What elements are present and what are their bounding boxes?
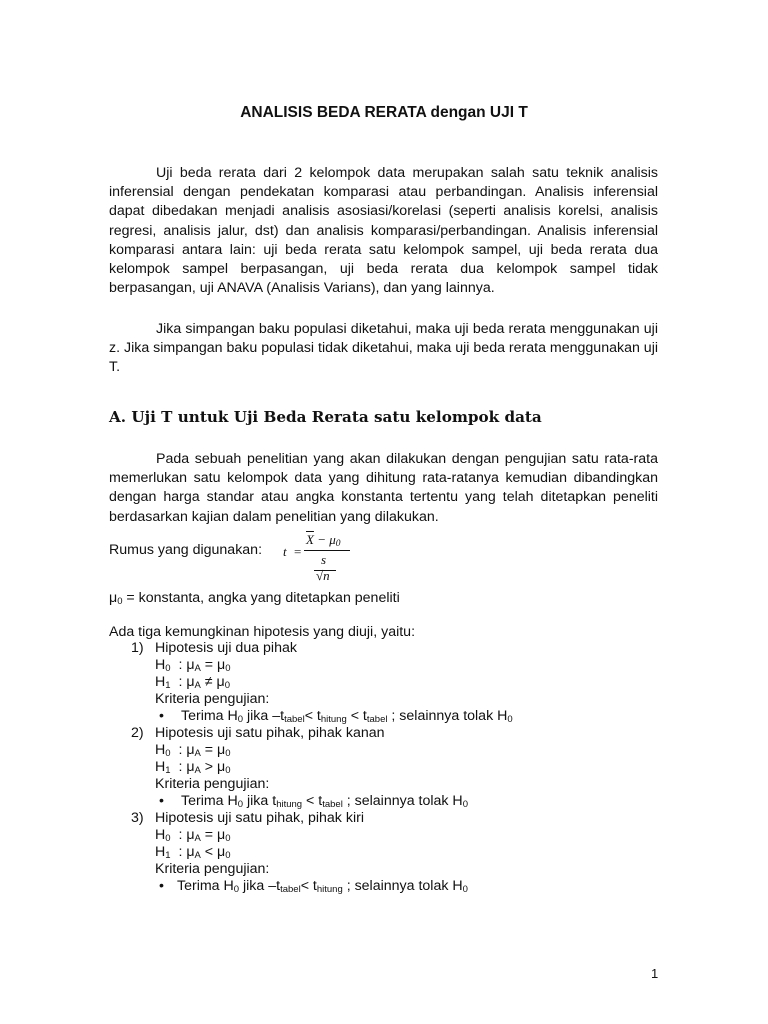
lt: < t bbox=[304, 708, 321, 724]
sub-0: 0 bbox=[225, 850, 231, 861]
sub-0: 0 bbox=[233, 884, 240, 895]
mu-definition bbox=[109, 590, 400, 606]
formula-denominator-s: s bbox=[321, 552, 327, 567]
sub-0: 0 bbox=[225, 663, 231, 674]
sub-tabel: tabel bbox=[280, 884, 301, 895]
sub-tabel: tabel bbox=[284, 714, 305, 725]
sub-a: A bbox=[194, 765, 201, 776]
lt: < t bbox=[300, 878, 317, 894]
hypothesis-label: Hipotesis uji dua pihak bbox=[155, 640, 297, 656]
terima: Terima H bbox=[181, 708, 238, 724]
criterion-text bbox=[181, 793, 468, 810]
formula-numerator bbox=[306, 532, 341, 548]
h1-mu: : μ bbox=[178, 674, 195, 690]
section-a-paragraph-text: Pada sebuah penelitian yang akan dilakukan dengan pengujian satu rata-rata memerlukan satu kelompok data yang dihitung rata-ratanya kemudian dibandingkan dengan harga standar atau angka konstanta tertentu yang telah ditetapkan peneliti berdasarkan kajian dalam penelitian yang dilakukan. bbox=[109, 451, 658, 525]
criterion-text bbox=[181, 708, 513, 725]
page-number: 1 bbox=[651, 966, 659, 981]
kriteria-label: Kriteria pengujian: bbox=[155, 691, 270, 707]
formula-label: Rumus yang digunakan: bbox=[109, 542, 263, 558]
h1-line bbox=[109, 844, 669, 861]
hypothesis-label: Hipotesis uji satu pihak, pihak kiri bbox=[155, 810, 364, 826]
sub-0: 0 bbox=[165, 663, 171, 674]
sub-a: A bbox=[194, 680, 201, 691]
criterion-line bbox=[109, 878, 669, 895]
list-number: 3) bbox=[131, 810, 144, 826]
formula-fraction-line bbox=[304, 550, 350, 551]
criterion-text bbox=[177, 878, 468, 895]
kriteria-line bbox=[109, 691, 669, 708]
h1-op: ≠ μ bbox=[200, 674, 225, 690]
tolak: ; selainnya tolak H bbox=[342, 878, 463, 894]
jika: jika –t bbox=[239, 878, 281, 894]
sd-paragraph-text: Jika simpangan baku populasi diketahui, maka uji beda rerata menggunakan uji z. Jika simpangan baku populasi tidak diketahui, maka uji beda rerata menggunakan uji T. bbox=[109, 321, 658, 376]
sub-tabel: tabel bbox=[366, 714, 388, 725]
sub-a: A bbox=[194, 833, 201, 844]
sub-0: 0 bbox=[507, 714, 513, 725]
sub-0: 0 bbox=[225, 765, 231, 776]
list-item bbox=[109, 640, 669, 657]
h0-op: = μ bbox=[200, 827, 226, 843]
sub-0: 0 bbox=[165, 833, 171, 844]
h0-line bbox=[109, 827, 669, 844]
document-title: ANALISIS BEDA RERATA dengan UJI T bbox=[240, 104, 528, 121]
list-number: 2) bbox=[131, 725, 144, 741]
h-letter: H bbox=[155, 827, 166, 843]
list-item bbox=[109, 810, 669, 827]
sub-0: 0 bbox=[237, 799, 244, 810]
lt: < t bbox=[302, 793, 323, 809]
formula-numerator-sub: 0 bbox=[335, 539, 341, 549]
criterion-line bbox=[109, 793, 669, 810]
t-test-formula bbox=[280, 530, 370, 592]
formula-n: n bbox=[323, 568, 330, 583]
bullet-icon: • bbox=[159, 878, 164, 894]
formula-denominator-sqrt bbox=[316, 568, 330, 584]
h0-text bbox=[155, 827, 230, 844]
sub-a: A bbox=[194, 748, 201, 759]
sub-0: 0 bbox=[237, 714, 244, 725]
h-letter: H bbox=[155, 674, 166, 690]
h0-line bbox=[109, 657, 669, 674]
sub-0: 0 bbox=[462, 799, 468, 810]
sub-1: 1 bbox=[165, 850, 171, 861]
lt2: < t bbox=[346, 708, 367, 724]
sub-hitung: hitung bbox=[320, 714, 347, 725]
sub-hitung: hitung bbox=[276, 799, 303, 810]
section-a-heading: A. Uji T untuk Uji Beda Rerata satu kelompok data bbox=[109, 408, 542, 426]
list-item bbox=[109, 725, 669, 742]
intro-paragraph bbox=[109, 164, 658, 298]
jika: jika –t bbox=[243, 708, 285, 724]
h0-op: = μ bbox=[200, 742, 226, 758]
criterion-line bbox=[109, 708, 669, 725]
h0-mu: : μ bbox=[178, 827, 195, 843]
h0-mu: : μ bbox=[178, 742, 195, 758]
jika: jika t bbox=[243, 793, 277, 809]
hypotheses-intro: Ada tiga kemungkinan hipotesis yang diuji, yaitu: bbox=[109, 624, 416, 640]
sub-hitung: hitung bbox=[316, 884, 343, 895]
h0-op: = μ bbox=[200, 657, 226, 673]
tolak: ; selainnya tolak H bbox=[387, 708, 508, 724]
h1-mu: : μ bbox=[178, 844, 195, 860]
h1-line bbox=[109, 674, 669, 691]
h1-text bbox=[155, 844, 230, 861]
h-letter: H bbox=[155, 844, 166, 860]
mu-symbol: μ bbox=[109, 590, 118, 606]
tolak: ; selainnya tolak H bbox=[342, 793, 463, 809]
bullet-icon: • bbox=[159, 708, 164, 724]
sqrt-symbol: √ bbox=[316, 568, 324, 583]
formula-equals: = bbox=[294, 544, 302, 559]
hypotheses-list bbox=[109, 640, 669, 895]
h-letter: H bbox=[155, 657, 166, 673]
kriteria-line bbox=[109, 861, 669, 878]
terima: Terima H bbox=[177, 878, 234, 894]
sub-1: 1 bbox=[165, 765, 171, 776]
sub-0: 0 bbox=[225, 833, 231, 844]
sub-a: A bbox=[194, 663, 201, 674]
h1-text bbox=[155, 674, 230, 691]
kriteria-label: Kriteria pengujian: bbox=[155, 861, 270, 877]
h1-text bbox=[155, 759, 230, 776]
section-a-paragraph bbox=[109, 450, 658, 527]
h0-mu: : μ bbox=[178, 657, 195, 673]
h1-mu: : μ bbox=[178, 759, 195, 775]
sub-0: 0 bbox=[165, 748, 171, 759]
kriteria-label: Kriteria pengujian: bbox=[155, 776, 270, 792]
sd-paragraph bbox=[109, 320, 658, 378]
mu-definition-text: = konstanta, angka yang ditetapkan peneliti bbox=[122, 590, 400, 606]
formula-numerator-rest: − μ bbox=[313, 532, 336, 547]
sub-tabel: tabel bbox=[322, 799, 343, 810]
h-letter: H bbox=[155, 742, 166, 758]
kriteria-line bbox=[109, 776, 669, 793]
h0-text bbox=[155, 657, 230, 674]
sub-0: 0 bbox=[462, 884, 468, 895]
h1-op: < μ bbox=[200, 844, 226, 860]
list-number: 1) bbox=[131, 640, 144, 656]
h-letter: H bbox=[155, 759, 166, 775]
h1-op: > μ bbox=[200, 759, 226, 775]
terima: Terima H bbox=[181, 793, 238, 809]
formula-xbar: $\overline{X}$ bbox=[306, 532, 314, 547]
h0-text bbox=[155, 742, 230, 759]
intro-paragraph-text: Uji beda rerata dari 2 kelompok data merupakan salah satu teknik analisis inferensial dengan pendekatan komparasi atau perbandingan. Analisis inferensial dapat dibedakan menjadi analisis asosiasi/korelasi (seperti analisis korelsi, analisis regresi, analisis jalur, dst) dan analisis komparasi/perbandingan. Analisis inferensial komparasi antara lain: uji beda rerata satu kelompok sampel, uji beda rerata dua kelompok sampel berpasangan, uji beda rerata dua kelompok sampel tidak berpasangan, uji ANAVA (Analisis Varians), dan yang lainnya. bbox=[109, 165, 658, 297]
h1-line bbox=[109, 759, 669, 776]
h0-line bbox=[109, 742, 669, 759]
hypothesis-label: Hipotesis uji satu pihak, pihak kanan bbox=[155, 725, 385, 741]
bullet-icon: • bbox=[159, 793, 164, 809]
sub-1: 1 bbox=[165, 680, 171, 691]
formula-lhs: t bbox=[283, 544, 287, 559]
mu-sub: 0 bbox=[117, 596, 123, 607]
sub-0: 0 bbox=[225, 748, 231, 759]
sub-0: 0 bbox=[224, 680, 230, 691]
sub-a: A bbox=[194, 850, 201, 861]
